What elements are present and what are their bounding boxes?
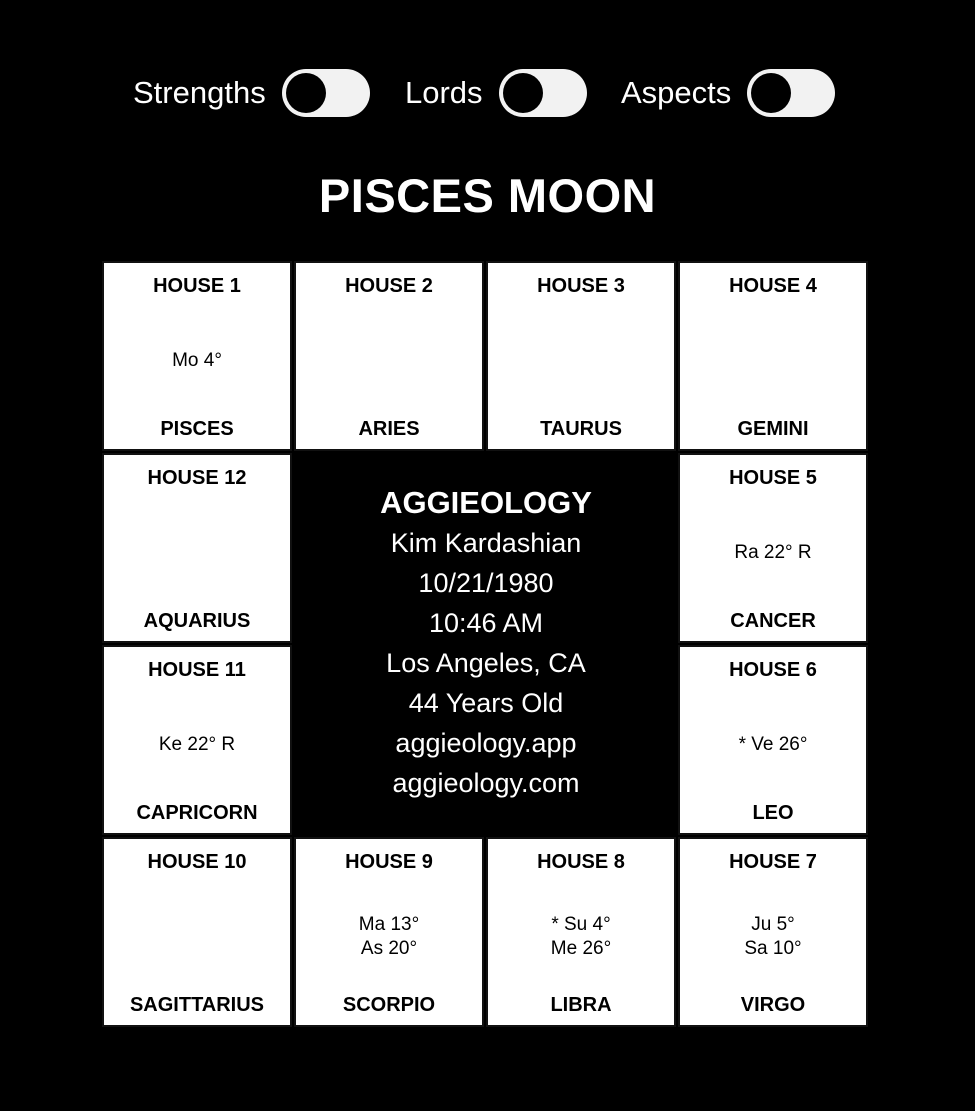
house-5-cell[interactable] (678, 453, 868, 643)
house-11-cell[interactable] (102, 645, 292, 835)
lords-switch[interactable] (499, 69, 587, 117)
house-7-cell[interactable] (678, 837, 868, 1027)
house-planets (680, 909, 866, 965)
person-name: Kim Kardashian (390, 528, 582, 558)
planet-entry: Sa 10° (744, 938, 802, 959)
house-8-cell[interactable] (486, 837, 676, 1027)
house-12-cell[interactable] (102, 453, 292, 643)
house-sign: SAGITTARIUS (129, 994, 265, 1016)
house-10-cell[interactable] (102, 837, 292, 1027)
house-sign: SCORPIO (342, 994, 436, 1016)
house-name: HOUSE 2 (345, 275, 433, 297)
aspects-switch[interactable] (747, 69, 835, 117)
toggle-strengths-label: Strengths (133, 75, 266, 110)
toggle-aspects-label: Aspects (621, 75, 732, 110)
birth-date: 10/21/1980 (418, 568, 554, 598)
house-name: HOUSE 6 (729, 659, 817, 681)
house-name: HOUSE 7 (729, 851, 817, 873)
house-name: HOUSE 9 (345, 851, 433, 873)
house-sign: VIRGO (740, 994, 806, 1016)
house-planets (104, 717, 290, 773)
house-planets (104, 333, 290, 389)
planet-entry: Ke 22° R (158, 734, 236, 755)
strengths-switch[interactable] (282, 69, 370, 117)
house-sign: CAPRICORN (136, 802, 258, 824)
house-1-cell[interactable] (102, 261, 292, 451)
house-chart (102, 261, 870, 1029)
house-name: HOUSE 3 (537, 275, 625, 297)
planet-entry: Ju 5° (751, 914, 795, 935)
house-sign: AQUARIUS (143, 610, 251, 632)
toggle-bar (0, 68, 975, 118)
planet-entry: As 20° (360, 938, 418, 959)
strengths-switch-knob (286, 73, 326, 113)
house-planets (296, 909, 482, 965)
house-3-cell[interactable] (486, 261, 676, 451)
app-link[interactable]: aggieology.app (395, 728, 577, 758)
planet-entry: * Ve 26° (738, 734, 808, 755)
birth-time: 10:46 AM (428, 608, 544, 638)
house-planets (488, 909, 674, 965)
house-name: HOUSE 11 (148, 659, 246, 681)
house-name: HOUSE 12 (147, 467, 247, 489)
chart-center-panel (294, 453, 678, 837)
house-sign: ARIES (358, 418, 420, 440)
page-title: PISCES MOON (318, 169, 657, 222)
house-name: HOUSE 4 (729, 275, 817, 297)
house-2-cell[interactable] (294, 261, 484, 451)
house-sign: LEO (752, 802, 794, 824)
toggle-lords-label: Lords (405, 75, 483, 110)
planet-entry: Mo 4° (172, 350, 222, 371)
aspects-switch-knob (751, 73, 791, 113)
house-name: HOUSE 10 (147, 851, 247, 873)
house-sign: GEMINI (737, 418, 809, 440)
house-6-cell[interactable] (678, 645, 868, 835)
toggle-aspects (621, 68, 835, 118)
birth-place: Los Angeles, CA (386, 648, 586, 678)
house-planets (680, 525, 866, 581)
toggle-lords (405, 68, 587, 118)
planet-entry: Me 26° (550, 938, 612, 959)
house-sign: LIBRA (550, 994, 612, 1016)
age-text: 44 Years Old (408, 688, 564, 718)
planet-entry: * Su 4° (551, 914, 611, 935)
house-name: HOUSE 1 (153, 275, 241, 297)
house-planets (680, 717, 866, 773)
brand-title: AGGIEOLOGY (380, 485, 592, 520)
house-9-cell[interactable] (294, 837, 484, 1027)
lords-switch-knob (503, 73, 543, 113)
planet-entry: Ma 13° (358, 914, 420, 935)
website-link[interactable]: aggieology.com (392, 768, 580, 798)
planet-entry: Ra 22° R (734, 542, 812, 563)
toggle-strengths (133, 68, 370, 118)
house-name: HOUSE 8 (537, 851, 625, 873)
house-4-cell[interactable] (678, 261, 868, 451)
house-sign: CANCER (730, 610, 816, 632)
house-sign: TAURUS (540, 418, 622, 440)
house-sign: PISCES (160, 418, 234, 440)
house-name: HOUSE 5 (729, 467, 817, 489)
